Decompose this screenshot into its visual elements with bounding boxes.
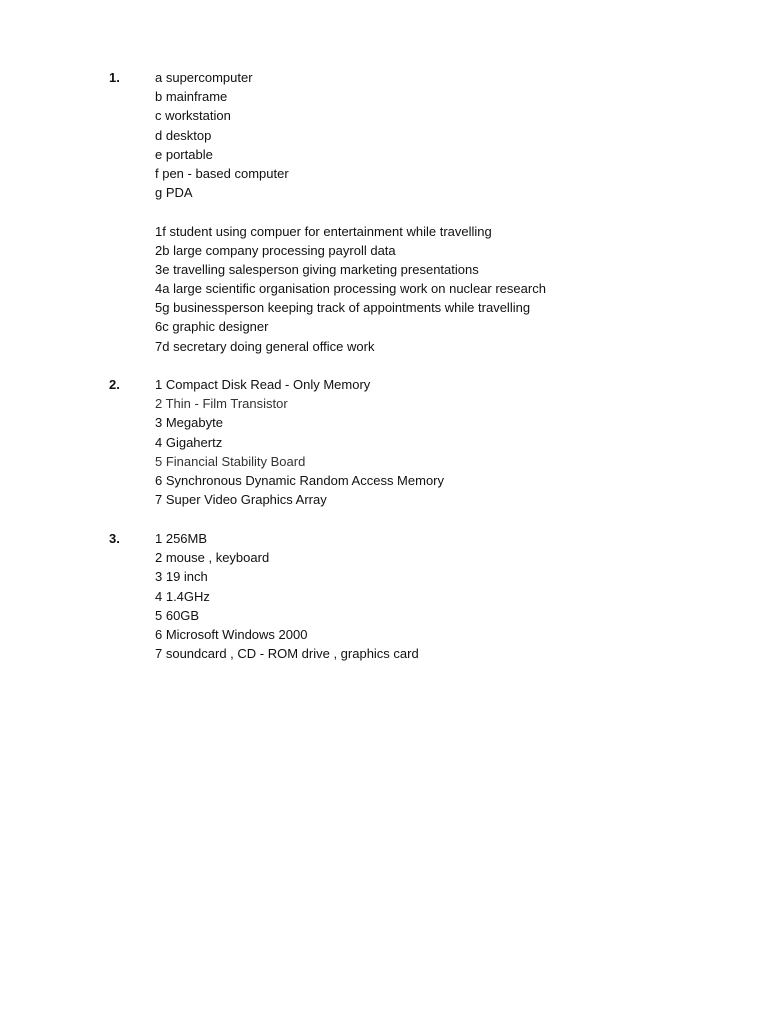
answer-line: 2 Thin - Film Transistor: [155, 396, 288, 412]
answer-line: 2 mouse , keyboard: [155, 550, 270, 566]
exercise-answers: [155, 529, 419, 663]
exercise-answers: [155, 375, 444, 509]
answer-line: f pen - based computer: [155, 165, 289, 181]
answer-line: 1f student using compuer for entertainment while travelling: [155, 223, 492, 239]
answer-line: 3e travelling salesperson giving marketing presentations: [155, 261, 479, 277]
exercise-number: 3.: [109, 531, 120, 546]
answer-line: 7 soundcard , CD - ROM drive , graphics card: [155, 646, 419, 662]
answer-line: 2b large company processing payroll data: [155, 242, 396, 258]
answer-line: 6 Synchronous Dynamic Random Access Memory: [155, 472, 445, 488]
answer-line: 4 1.4GHz: [155, 588, 210, 604]
answer-line: c workstation: [155, 108, 231, 124]
answer-line: 1 Compact Disk Read - Only Memory: [155, 377, 371, 392]
answer-line: 7d secretary doing general office work: [155, 338, 375, 354]
answer-line: 3 19 inch: [155, 569, 208, 585]
exercise-number: 2.: [109, 377, 120, 392]
exercise-number: 1.: [109, 70, 120, 85]
answer-line: 7 Super Video Graphics Array: [155, 492, 327, 508]
answer-line: g PDA: [155, 185, 193, 201]
answer-line: e portable: [155, 146, 213, 162]
answer-line: 4a large scientific organisation processing work on nuclear research: [155, 281, 546, 297]
exercise-answers: [155, 68, 546, 356]
answer-line: 6 Microsoft Windows 2000: [155, 626, 308, 642]
answer-line: a supercomputer: [155, 70, 253, 85]
answer-line: 4 Gigahertz: [155, 434, 223, 450]
answer-line: 5 Financial Stability Board: [155, 453, 306, 469]
answer-line: b mainframe: [155, 89, 228, 105]
answer-line: 3 Megabyte: [155, 415, 223, 431]
answer-line: d desktop: [155, 127, 212, 143]
answer-line: 5 60GB: [155, 607, 200, 623]
answer-line: 5g businessperson keeping track of appointments while travelling: [155, 300, 531, 316]
blank-line: [155, 202, 546, 221]
answer-line: 6c graphic designer: [155, 319, 269, 335]
answer-line: 1 256MB: [155, 531, 208, 546]
